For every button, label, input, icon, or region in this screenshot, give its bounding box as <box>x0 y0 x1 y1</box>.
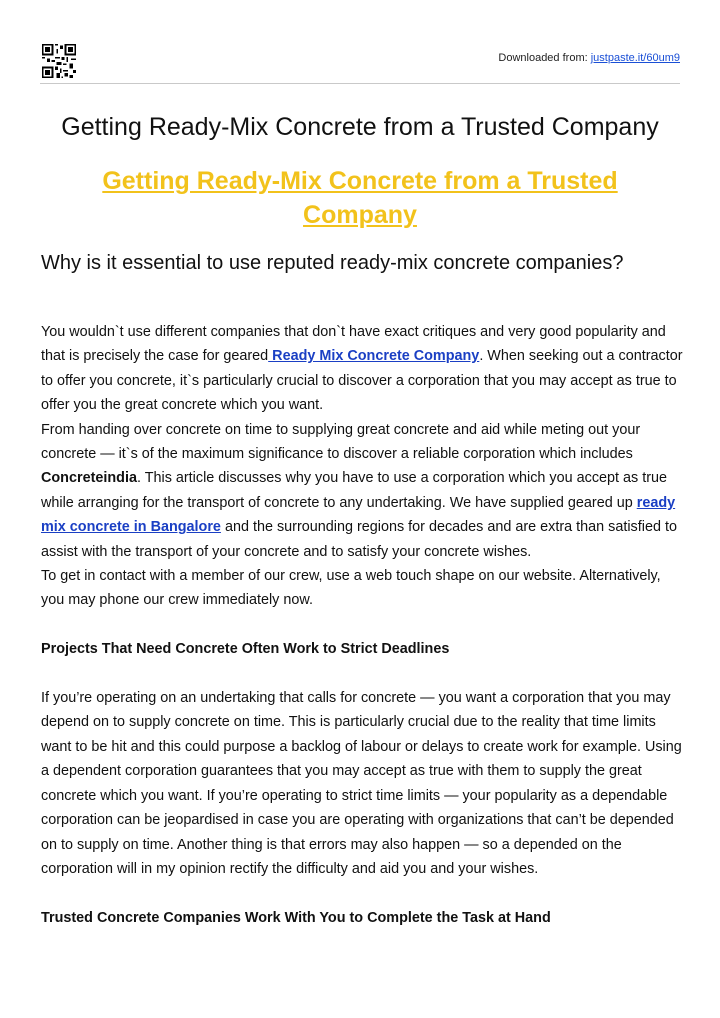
bangalore-link[interactable]: ready mix concrete in Bangalore <box>41 494 676 536</box>
header-divider <box>40 83 680 84</box>
paragraph-1-text-b: . When seeking out a contractor to offer you concrete, it`s particularly crucial to discover a corporation that you may accept as true to offer you the great concrete which you want. <box>41 348 683 414</box>
article-body <box>41 320 686 930</box>
qr-code-icon <box>42 44 76 78</box>
paragraph-2-text-a: From handing over concrete on time to supplying great concrete and aid while meting out your concrete — it`s of the maximum significance to discover a reliable corporation which includes <box>41 421 641 463</box>
paragraph-2-text-b: . This article discusses why you have to use a corporation which you accept as true while arranging for the transport of concrete to any undertaking. We have supplied geared up <box>41 470 668 511</box>
paragraph-4: If you’re operating on an undertaking that calls for concrete — you want a corporation that you may depend on to supply concrete on time. This is particularly crucial due to the reality that time limits want to be hit and this could purpose a backlog of labour or delays to create work for example. Using a dependent corporation guarantees that you may accept as true with them to supply the great concrete which you want. If you’re operating to strict time limits — your popularity as a dependable corporation can be jeopardised in case you are operating with organizations that can’t be depended on to supply on time. Another thing is that errors may also happen — so a depended on the corporation will in my opinion rectify the difficulty and aid you and your wishes. <box>41 690 682 877</box>
document-title: Getting Ready-Mix Concrete from a Trusted Company <box>61 113 659 141</box>
paragraph-1-text-a: You wouldn`t use different companies that don`t have exact critiques and very good popularity and that is precisely the case for geared <box>41 324 666 365</box>
download-prefix: Downloaded from: <box>498 52 591 64</box>
paragraph-2 <box>41 418 686 564</box>
paragraph-2-text-c: and the surrounding regions for decades and are extra than satisfied to assist with the transport of your concrete and to satisfy your concrete wishes. <box>41 519 677 560</box>
ready-mix-company-link[interactable]: Ready Mix Concrete Company <box>268 348 480 365</box>
paragraph-3: To get in contact with a member of our crew, use a web touch shape on our website. Alternatively, you may phone our crew immediately now. <box>41 568 661 609</box>
article-question: Why is it essential to use reputed ready-mix concrete companies? <box>41 252 624 274</box>
concreteindia-bold: Concreteindia <box>41 470 137 487</box>
section-1-title: Projects That Need Concrete Often Work to Strict Deadlines <box>41 641 450 658</box>
download-source <box>498 52 680 64</box>
article-heading-link[interactable]: Getting Ready-Mix Concrete from a Trusted Company <box>102 167 618 229</box>
section-2-title: Trusted Concrete Companies Work With You to Complete the Task at Hand <box>41 909 551 926</box>
source-link[interactable]: justpaste.it/60um9 <box>590 52 680 64</box>
paragraph-1 <box>41 320 686 418</box>
